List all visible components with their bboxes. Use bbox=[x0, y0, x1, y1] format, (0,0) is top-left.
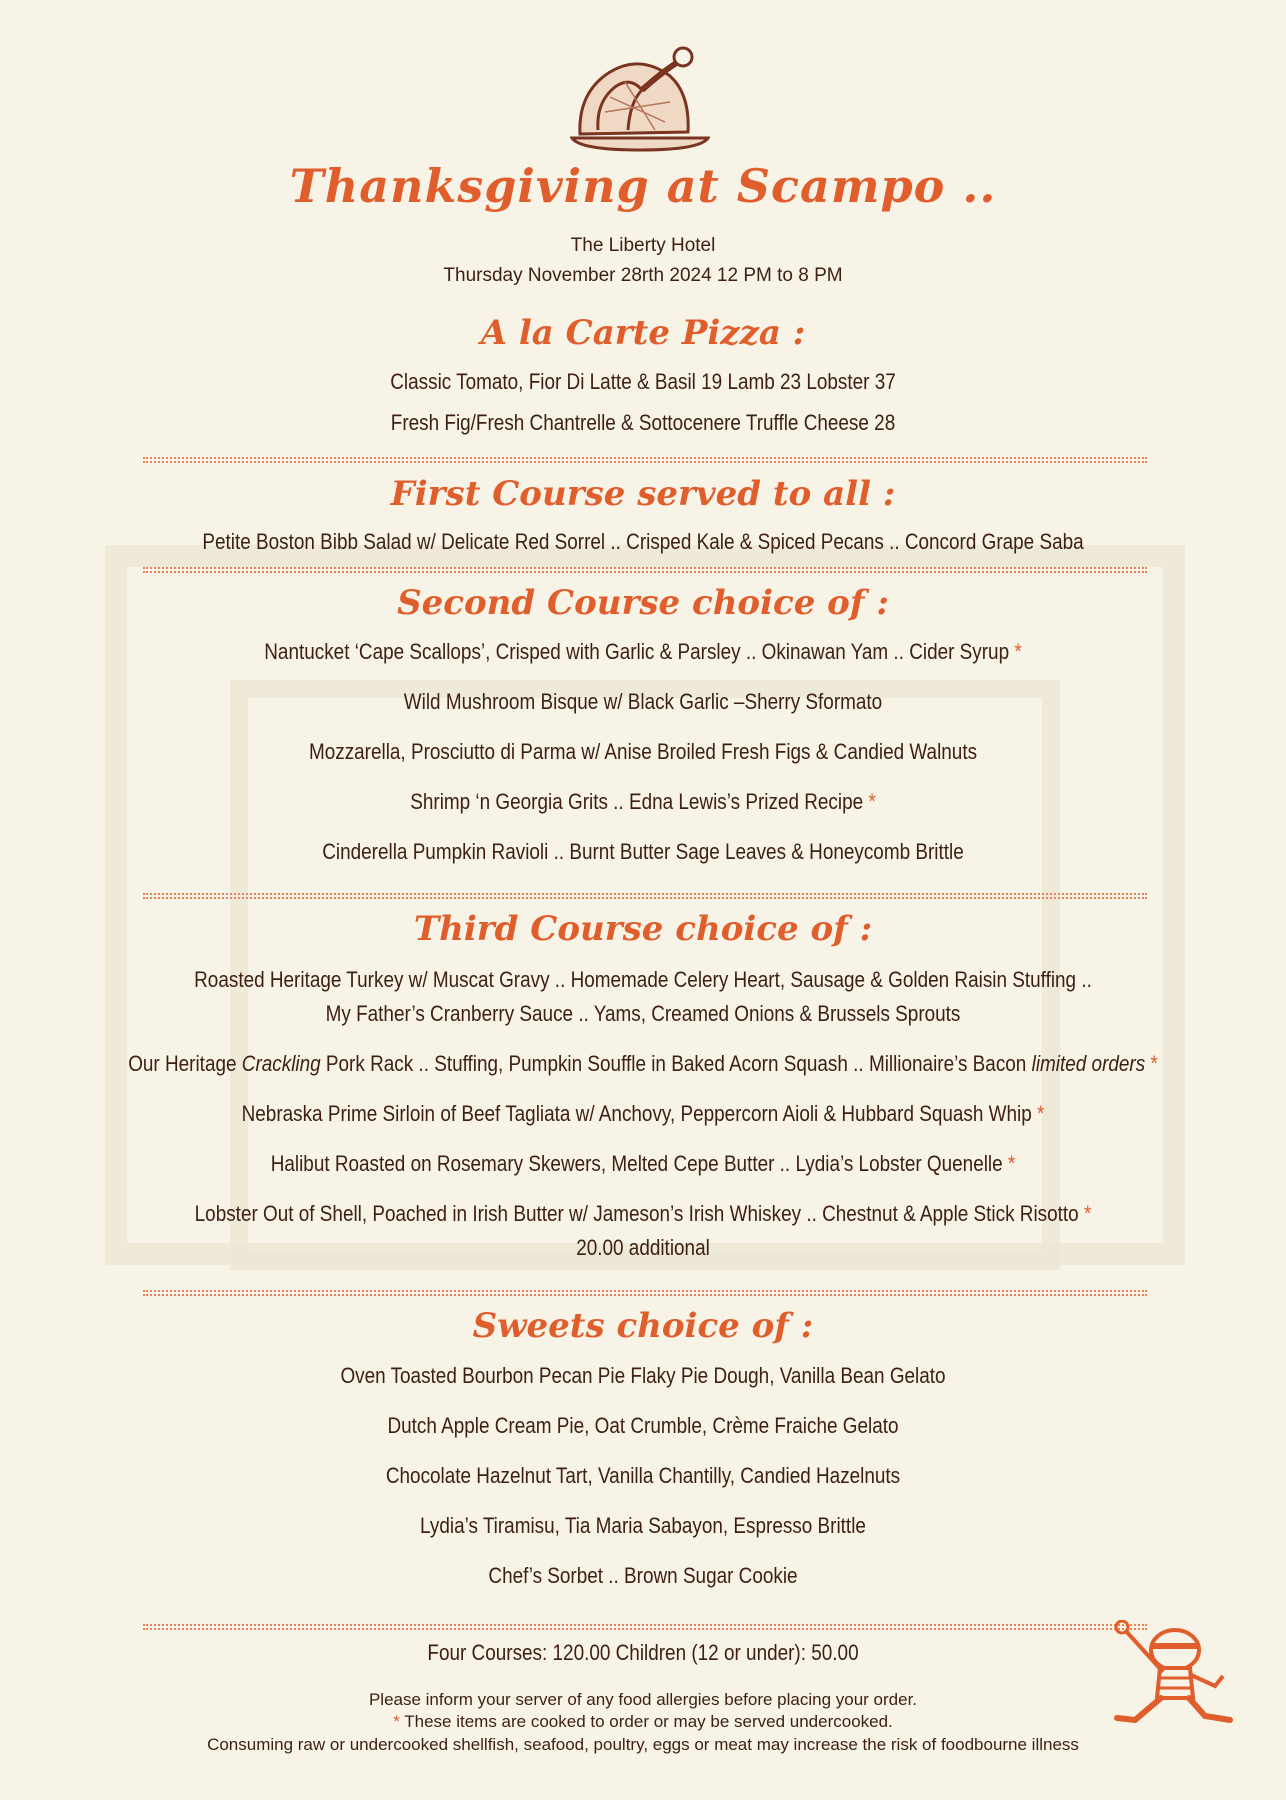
undercooked-notice: * These items are cooked to order or may be served undercooked. bbox=[393, 1712, 893, 1731]
section-heading-pizza: A la Carte Pizza : bbox=[480, 313, 806, 353]
menu-item: Shrimp ‘n Georgia Grits .. Edna Lewis’s Prized Recipe * bbox=[410, 789, 876, 814]
section-heading-third-course: Third Course choice of : bbox=[413, 909, 873, 949]
menu-item: Oven Toasted Bourbon Pecan Pie Flaky Pie Dough, Vanilla Bean Gelato bbox=[340, 1363, 946, 1388]
menu-item: Fresh Fig/Fresh Chantrelle & Sottocenere Truffle Cheese 28 bbox=[390, 410, 896, 435]
menu-item: Chocolate Hazelnut Tart, Vanilla Chantilly, Candied Hazelnuts bbox=[385, 1463, 901, 1488]
menu-item: Roasted Heritage Turkey w/ Muscat Gravy .. Homemade Celery Heart, Sausage & Golden Raisin Stuffing .. bbox=[194, 967, 1092, 992]
menu-item: Dutch Apple Cream Pie, Oat Crumble, Crème Fraiche Gelato bbox=[387, 1413, 899, 1438]
menu-item: Classic Tomato, Fior Di Latte & Basil 19 Lamb 23 Lobster 37 bbox=[390, 369, 896, 394]
menu-item: Lobster Out of Shell, Poached in Irish Butter w/ Jameson’s Irish Whiskey .. Chestnut & Apple Stick Risotto * bbox=[194, 1201, 1092, 1226]
undercooked-asterisk: * bbox=[1150, 1051, 1158, 1076]
venue-name: The Liberty Hotel bbox=[570, 235, 716, 256]
menu-title: Thanksgiving at Scampo .. bbox=[289, 159, 997, 213]
section-heading-first-course: First Course served to all : bbox=[390, 474, 896, 514]
running-chef-logo bbox=[1105, 1620, 1255, 1740]
menu-item: Nantucket ‘Cape Scallops’, Crisped with Garlic & Parsley .. Okinawan Yam .. Cider Syrup * bbox=[264, 639, 1022, 664]
menu-item: Our Heritage Crackling Pork Rack .. Stuffing, Pumpkin Souffle in Baked Acorn Squash .. Millionaire’s Bacon limited orders * bbox=[128, 1051, 1158, 1076]
section-divider bbox=[143, 457, 1147, 463]
undercooked-asterisk: * bbox=[1014, 639, 1022, 664]
undercooked-asterisk: * bbox=[868, 789, 876, 814]
allergy-notice: Please inform your server of any food allergies before placing your order. bbox=[368, 1690, 918, 1709]
section-divider bbox=[143, 1624, 1147, 1630]
undercooked-asterisk: * bbox=[1007, 1151, 1016, 1176]
section-divider bbox=[143, 1290, 1147, 1296]
menu-item: My Father’s Cranberry Sauce .. Yams, Creamed Onions & Brussels Sprouts bbox=[325, 1001, 961, 1026]
menu-item: Nebraska Prime Sirloin of Beef Tagliata w/ Anchovy, Peppercorn Aioli & Hubbard Squash Whip * bbox=[241, 1101, 1045, 1126]
pricing-line: Four Courses: 120.00 Children (12 or under): 50.00 bbox=[427, 1640, 859, 1665]
section-divider bbox=[143, 893, 1147, 899]
menu-item: Chef’s Sorbet .. Brown Sugar Cookie bbox=[488, 1563, 798, 1588]
menu-item: Mozzarella, Prosciutto di Parma w/ Anise Broiled Fresh Figs & Candied Walnuts bbox=[308, 739, 978, 764]
menu-item-surcharge: 20.00 additional bbox=[576, 1235, 710, 1260]
undercooked-asterisk: * bbox=[1083, 1201, 1092, 1226]
undercooked-asterisk: * bbox=[1037, 1101, 1045, 1126]
menu-item: Cinderella Pumpkin Ravioli .. Burnt Butter Sage Leaves & Honeycomb Brittle bbox=[322, 839, 964, 864]
menu-item: Petite Boston Bibb Salad w/ Delicate Red Sorrel .. Crisped Kale & Spiced Pecans .. Concord Grape Saba bbox=[202, 529, 1084, 554]
roast-turkey-icon bbox=[570, 42, 710, 154]
menu-item: Lydia’s Tiramisu, Tia Maria Sabayon, Espresso Brittle bbox=[420, 1513, 866, 1538]
menu-item: Halibut Roasted on Rosemary Skewers, Melted Cepe Butter .. Lydia’s Lobster Quenelle * bbox=[270, 1151, 1016, 1176]
section-divider bbox=[143, 567, 1147, 573]
section-heading-second-course: Second Course choice of : bbox=[397, 583, 889, 623]
menu-item: Wild Mushroom Bisque w/ Black Garlic –Sherry Sformato bbox=[403, 689, 883, 714]
section-heading-sweets: Sweets choice of : bbox=[472, 1306, 814, 1346]
event-date-time: Thursday November 28rth 2024 12 PM to 8 PM bbox=[443, 265, 843, 286]
consumption-warning: Consuming raw or undercooked shellfish, seafood, poultry, eggs or meat may increase the risk of foodbourne illness bbox=[207, 1735, 1079, 1754]
